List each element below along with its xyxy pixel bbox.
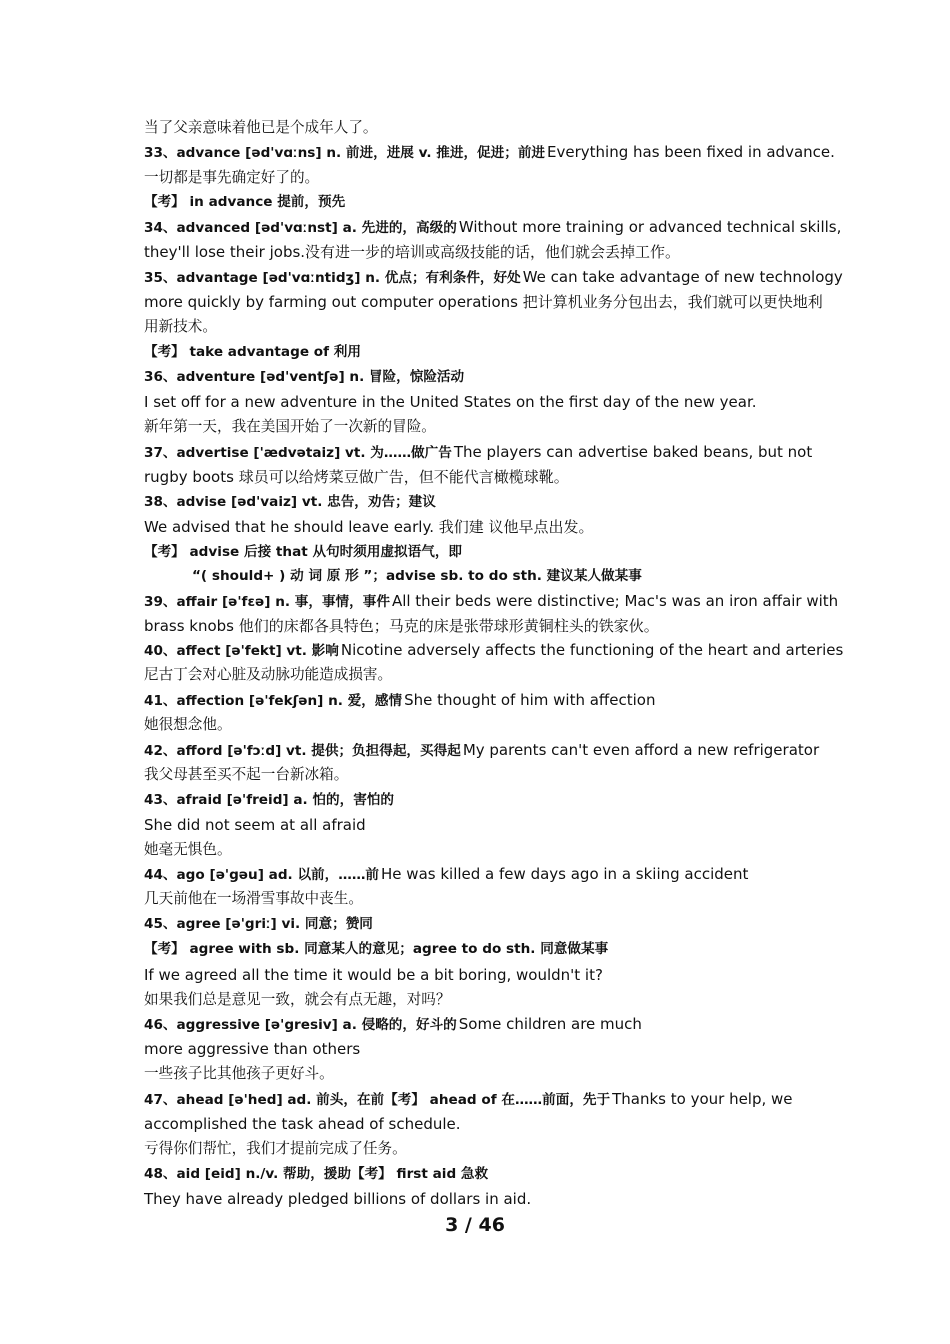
text-line [144, 889, 363, 909]
headword-text: 46、aggressive [ə'gresiv] a. 侵略的，好斗的 [144, 1017, 457, 1033]
text-line [144, 815, 366, 836]
example-text: We advised that he should leave early. 我们建 议他早点出发。 [144, 518, 594, 536]
text-line [144, 1139, 407, 1159]
text-line [192, 566, 642, 586]
example-text: 如果我们总是意见一致，就会有点无趣，对吗？ [144, 991, 451, 1008]
text-line [144, 342, 361, 362]
headword-text: 43、afraid [ə'freid] a. 怕的，害怕的 [144, 792, 394, 808]
text-line [144, 392, 757, 413]
example-text: She thought of him with affection [404, 691, 656, 709]
headword-text: 【考】 advise 后接 that 从句时须用虚拟语气，即 [144, 544, 463, 560]
text-line [144, 965, 603, 986]
headword-text: 36、adventure [əd'ventʃə] n. 冒险，惊险活动 [144, 369, 465, 385]
headword-text: 【考】 take advantage of 利用 [144, 344, 361, 360]
example-text: 一切都是事先确定好了的。 [144, 169, 320, 186]
text-line [144, 640, 843, 661]
text-line [144, 467, 569, 488]
example-text: 新年第一天，我在美国开始了一次新的冒险。 [144, 418, 436, 435]
headword-text: “( should+ ) 动 词 原 形 ”；advise sb. to do sth. 建议某人做某事 [192, 568, 642, 584]
text-line [144, 217, 841, 238]
text-line [144, 118, 378, 138]
example-text: Everything has been fixed in advance. [547, 143, 835, 161]
headword-text: 39、affair [ə'fɛə] n. 事，事情，事件 [144, 594, 390, 610]
example-text: more quickly by farming out computer operations 把计算机业务分包出去，我们就可以更快地利 [144, 293, 823, 311]
page-number: 3 / 46 [445, 1214, 505, 1236]
text-line [144, 864, 748, 885]
example-text: She did not seem at all afraid [144, 816, 366, 834]
text-line [144, 740, 819, 761]
example-text: He was killed a few days ago in a skiing accident [381, 865, 749, 883]
text-line [144, 616, 659, 637]
headword-text: 41、affection [ə'fekʃən] n. 爱，感情 [144, 693, 403, 709]
example-text: The players can advertise baked beans, but not [453, 443, 813, 461]
text-line [144, 168, 319, 188]
example-text: 尼古丁会对心脏及动脉功能造成损害。 [144, 666, 393, 683]
text-line [144, 292, 823, 313]
example-text: more aggressive than others [144, 1040, 361, 1058]
text-line [144, 939, 608, 959]
text-line [144, 1039, 360, 1060]
text-line [144, 417, 436, 437]
text-line [144, 142, 835, 163]
example-text: they'll lose their jobs.没有进一步的培训或高级技能的话，他们就会丢掉工作。 [144, 243, 681, 261]
text-line [144, 442, 812, 463]
text-line [144, 242, 680, 263]
headword-text: 37、advertise ['ædvətaiz] vt. 为……做广告 [144, 445, 452, 461]
text-line [144, 317, 217, 337]
headword-text: 44、ago [ə'gəu] ad. 以前，……前 [144, 867, 380, 883]
headword-text: 38、advise [əd'vaiz] vt. 忠告，劝告；建议 [144, 494, 436, 510]
example-text: 当了父亲意味着他已是个成年人了。 [144, 119, 378, 136]
headword-text: 40、affect [ə'fekt] vt. 影响 [144, 643, 339, 659]
example-text: brass knobs 他们的床都各具特色；马克的床是张带球形黄铜柱头的铁家伙。 [144, 617, 659, 635]
example-text: All their beds were distinctive; Mac's was an iron affair with [391, 592, 839, 610]
text-line [144, 1064, 334, 1084]
text-line [144, 1189, 531, 1210]
text-line [144, 367, 464, 387]
text-line [144, 492, 436, 512]
text-line [144, 765, 348, 785]
text-line [144, 517, 594, 538]
text-line [144, 1014, 642, 1035]
text-line [144, 665, 392, 685]
example-text: They have already pledged billions of dollars in aid. [144, 1190, 532, 1208]
example-text: 她很想念他。 [144, 716, 232, 733]
headword-text: 42、afford [ə'fɔːd] vt. 提供；负担得起，买得起 [144, 743, 461, 759]
example-text: 几天前他在一场滑雪事故中丧生。 [144, 890, 363, 907]
text-line [144, 1114, 461, 1135]
text-line [144, 1164, 488, 1184]
text-line [144, 542, 462, 562]
headword-text: 45、agree [ə'griː] vi. 同意；赞同 [144, 916, 373, 932]
example-text: Without more training or advanced technical skills, [458, 218, 842, 236]
example-text: I set off for a new adventure in the United States on the first day of the new year. [144, 393, 757, 411]
headword-text: 【考】 agree with sb. 同意某人的意见；agree to do sth. 同意做某事 [144, 941, 609, 957]
text-line [144, 914, 373, 934]
text-line [144, 690, 655, 711]
text-line [144, 192, 345, 212]
example-text: If we agreed all the time it would be a bit boring, wouldn't it? [144, 966, 603, 984]
example-text: 她毫无惧色。 [144, 841, 232, 858]
headword-text: 35、advantage [əd'vɑːntidʒ] n. 优点；有利条件，好处 [144, 270, 521, 286]
example-text: My parents can't even afford a new refrigerator [462, 741, 820, 759]
text-line [144, 990, 450, 1010]
example-text: Nicotine adversely affects the functioning of the heart and arteries [340, 641, 844, 659]
text-line [144, 715, 232, 735]
example-text: We can take advantage of new technology [522, 268, 843, 286]
example-text: accomplished the task ahead of schedule. [144, 1115, 461, 1133]
example-text: rugby boots 球员可以给烤菜豆做广告，但不能代言橄榄球靴。 [144, 468, 569, 486]
example-text: 亏得你们帮忙，我们才提前完成了任务。 [144, 1140, 407, 1157]
text-line [144, 591, 838, 612]
headword-text: 【考】 in advance 提前，预先 [144, 194, 346, 210]
headword-text: 47、ahead [ə'hed] ad. 前头，在前【考】 ahead of 在……前面，先于 [144, 1092, 611, 1108]
headword-text: 33、advance [əd'vɑːns] n. 前进，进展 v. 推进，促进；前进 [144, 145, 546, 161]
example-text: Some children are much [458, 1015, 642, 1033]
example-text: 一些孩子比其他孩子更好斗。 [144, 1065, 334, 1082]
text-line [144, 267, 843, 288]
headword-text: 48、aid [eid] n./v. 帮助，援助【考】 first aid 急救 [144, 1166, 489, 1182]
text-line [144, 1089, 793, 1110]
example-text: 我父母甚至买不起一台新冰箱。 [144, 766, 349, 783]
example-text: Thanks to your help, we [612, 1090, 793, 1108]
text-line [144, 790, 394, 810]
headword-text: 34、advanced [əd'vɑːnst] a. 先进的，高级的 [144, 220, 457, 236]
example-text: 用新技术。 [144, 318, 217, 335]
text-line [144, 840, 232, 860]
